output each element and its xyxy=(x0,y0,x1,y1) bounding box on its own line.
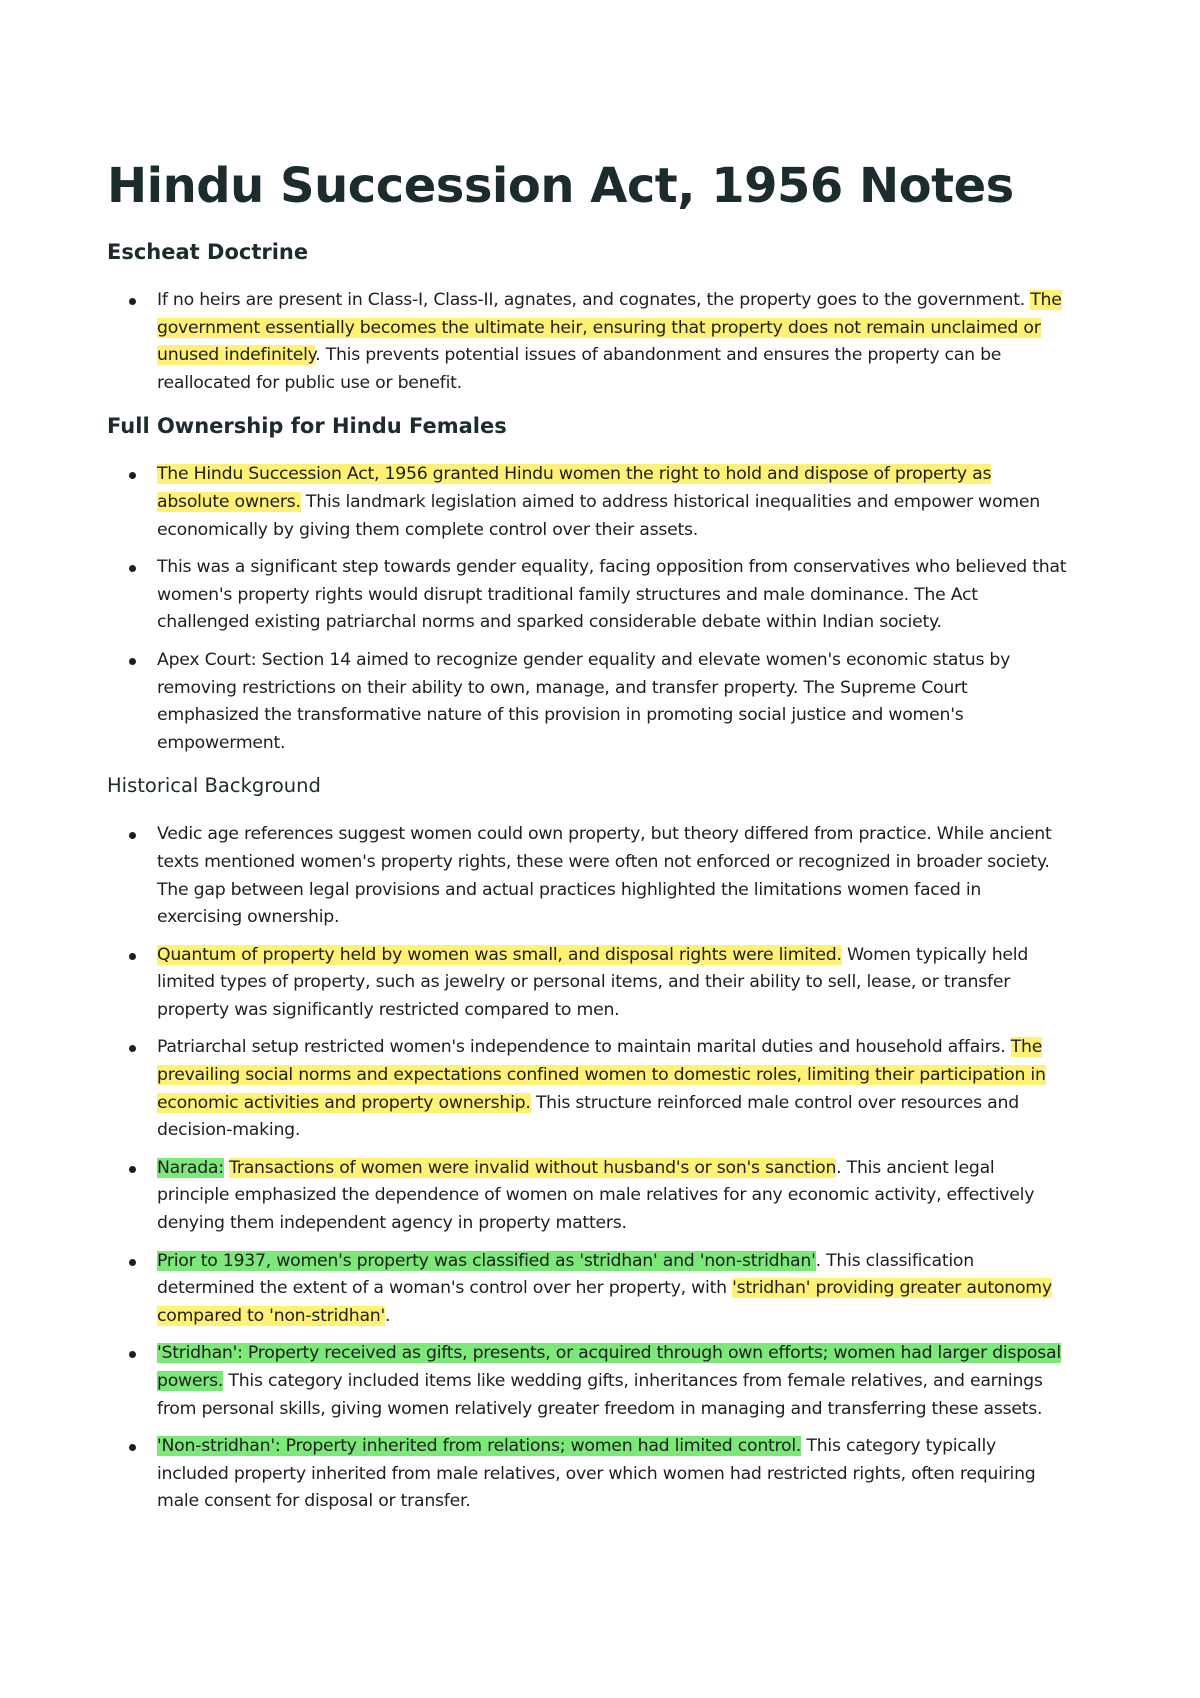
bullet-list-full-ownership xyxy=(107,461,1067,757)
bullet-icon xyxy=(129,1166,136,1173)
section-heading-escheat-doctrine: Escheat Doctrine xyxy=(107,240,309,264)
text-segment: Vedic age references suggest women could own property, but theory differed from practice. While ancient texts mentioned women's property rights, these were often not enforced or recognized in broader society. The gap between legal provisions and actual practices highlighted the limitations women faced in exercising ownership. xyxy=(157,824,1052,928)
list-item xyxy=(107,1155,1067,1238)
bullet-icon xyxy=(129,1045,136,1052)
text-segment: . This prevents potential issues of abandonment and ensures the property can be reallocated for public use or benefit. xyxy=(157,345,1002,393)
bullet-icon xyxy=(129,1351,136,1358)
list-item xyxy=(107,821,1067,931)
list-item xyxy=(107,1248,1067,1331)
list-item xyxy=(107,1340,1067,1423)
bullet-icon xyxy=(129,658,136,665)
list-item xyxy=(107,554,1067,637)
bullet-icon xyxy=(129,298,136,305)
document-page xyxy=(107,155,1067,1530)
list-item xyxy=(107,1034,1067,1144)
bullet-icon xyxy=(129,832,136,839)
text-segment: This structure reinforced male control over resources and decision-making. xyxy=(157,1092,1019,1141)
text-segment: Patriarchal setup restricted women's independence to maintain marital duties and household affairs. xyxy=(157,1037,1011,1058)
highlighted-text: The government essentially becomes the ultimate heir, ensuring that property does not remain unclaimed or unused indefinitely xyxy=(157,290,1062,366)
section-heading-full-ownership: Full Ownership for Hindu Females xyxy=(107,414,507,439)
text-segment: This category included items like wedding gifts, inheritances from female relatives, and earnings from personal skills, giving women relatively greater freedom in managing and transferring these assets. xyxy=(157,1371,1043,1419)
subsection-heading-historical-background: Historical Background xyxy=(107,774,321,798)
text-segment: This was a significant step towards gender equality, facing opposition from conservatives who believed that women's property rights would disrupt traditional family structures and male dominance. The Act challenged existing patriarchal norms and sparked considerable debate within Indian society. xyxy=(157,557,1067,633)
bullet-icon xyxy=(129,565,136,572)
highlighted-text: The prevailing social norms and expectations confined women to domestic roles, limiting their participation in economic activities and property ownership. xyxy=(157,1037,1046,1113)
text-segment: . This ancient legal principle emphasized the dependence of women on male relatives for any economic activity, effectively denying them independent agency in property matters. xyxy=(157,1157,1035,1234)
text-segment: . xyxy=(385,1305,391,1326)
text-segment: This category typically included property inherited from male relatives, over which women had restricted rights, often requiring male consent for disposal or transfer. xyxy=(157,1436,1036,1512)
highlighted-text: The Hindu Succession Act, 1956 granted Hindu women the right to hold and dispose of property as absolute owners. xyxy=(157,464,992,512)
list-item xyxy=(107,287,1067,397)
text-segment: Women typically held limited types of property, such as jewelry or personal items, and their ability to sell, lease, or transfer property was significantly restricted compared to men. xyxy=(157,944,1029,1020)
bullet-icon xyxy=(129,472,136,479)
list-item xyxy=(107,647,1067,757)
highlighted-text: 'stridhan' providing greater autonomy compared to 'non-stridhan' xyxy=(157,1278,1052,1326)
bullet-icon xyxy=(129,1259,136,1266)
list-item xyxy=(107,1433,1067,1516)
bullet-icon xyxy=(129,1444,136,1451)
highlighted-text: Quantum of property held by women was small, and disposal rights were limited. xyxy=(157,944,842,965)
highlighted-text: Narada: xyxy=(157,1157,224,1178)
list-item xyxy=(107,942,1067,1025)
highlighted-text: 'Stridhan': Property received as gifts, presents, or acquired through own efforts; women had larger disposal powers. xyxy=(157,1343,1061,1391)
text-segment: Apex Court: Section 14 aimed to recognize gender equality and elevate women's economic status by removing restrictions on their ability to own, manage, and transfer property. The Supreme Court emphasized the transformative nature of this provision in promoting social justice and women's empowerment. xyxy=(157,649,1011,753)
bullet-list-historical xyxy=(107,821,1067,1516)
text-segment: If no heirs are present in Class-I, Class-II, agnates, and cognates, the property goes to the government. xyxy=(157,290,1031,310)
bullet-list-escheat xyxy=(107,287,1067,397)
highlighted-text: Prior to 1937, women's property was classified as 'stridhan' and 'non-stridhan' xyxy=(157,1250,816,1271)
list-item xyxy=(107,461,1067,544)
bullet-icon xyxy=(129,953,136,960)
page-title: Hindu Succession Act, 1956 Notes xyxy=(107,158,1014,214)
highlighted-text: Transactions of women were invalid without husband's or son's sanction xyxy=(229,1157,837,1178)
text-segment: . This classification determined the extent of a woman's control over her property, with xyxy=(157,1250,974,1299)
text-segment: This landmark legislation aimed to address historical inequalities and empower women economically by giving them complete control over their assets. xyxy=(157,491,1040,540)
highlighted-text: 'Non-stridhan': Property inherited from relations; women had limited control. xyxy=(157,1436,802,1457)
